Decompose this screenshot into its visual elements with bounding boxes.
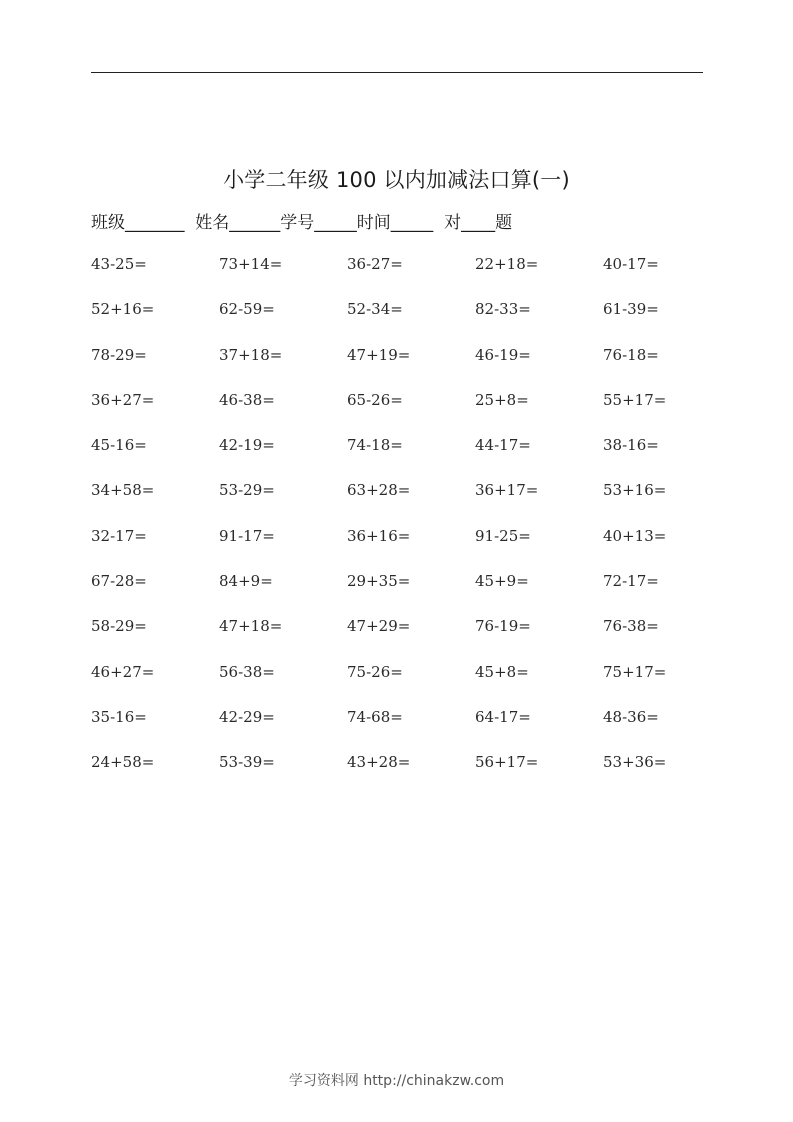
arithmetic-problem: 73+14= <box>219 255 283 273</box>
arithmetic-problem: 62-59= <box>219 300 275 319</box>
problem-row <box>91 527 731 572</box>
arithmetic-problem: 22+18= <box>475 255 539 273</box>
arithmetic-problem: 34+58= <box>91 481 155 500</box>
arithmetic-problem: 52-34= <box>347 300 403 319</box>
footer-source: 学习资料网 http://chinakzw.com <box>288 1073 505 1089</box>
arithmetic-problem: 36+16= <box>347 526 411 545</box>
arithmetic-problem: 55+17= <box>603 390 667 409</box>
arithmetic-problem: 36+27= <box>91 390 155 409</box>
arithmetic-problem: 74-18= <box>347 436 403 455</box>
arithmetic-problem: 46-38= <box>219 390 275 409</box>
arithmetic-problem: 36-27= <box>347 255 403 273</box>
arithmetic-problem: 74-68= <box>347 707 403 726</box>
worksheet-title: 小学二年级 100 以内加减法口算(一) <box>223 168 570 192</box>
arithmetic-problem: 64-17= <box>475 707 531 726</box>
arithmetic-problem: 75+17= <box>603 662 667 681</box>
arithmetic-problem: 56-38= <box>219 662 275 681</box>
arithmetic-problem: 35-16= <box>91 707 147 726</box>
arithmetic-problem: 48-36= <box>603 707 659 726</box>
arithmetic-problem: 43+28= <box>347 753 411 772</box>
arithmetic-problem: 24+58= <box>91 753 155 772</box>
arithmetic-problem: 65-26= <box>347 390 403 409</box>
arithmetic-problem: 91-17= <box>219 526 275 545</box>
arithmetic-problem: 47+18= <box>219 617 283 636</box>
arithmetic-problem: 42-29= <box>219 707 275 726</box>
arithmetic-problem: 52+16= <box>91 300 155 319</box>
arithmetic-problem: 63+28= <box>347 481 411 500</box>
arithmetic-problem: 75-26= <box>347 662 403 681</box>
arithmetic-problem: 40+13= <box>603 526 667 545</box>
problem-row <box>91 708 731 753</box>
problem-row <box>91 753 731 798</box>
arithmetic-problem: 44-17= <box>475 436 531 455</box>
arithmetic-problem: 42-19= <box>219 436 275 455</box>
problem-row <box>91 391 731 436</box>
problem-row <box>91 255 731 300</box>
arithmetic-problem: 84+9= <box>219 572 273 591</box>
arithmetic-problem: 61-39= <box>603 300 659 319</box>
arithmetic-problem: 53+16= <box>603 481 667 500</box>
arithmetic-problem: 56+17= <box>475 753 539 772</box>
arithmetic-problem: 47+19= <box>347 345 411 364</box>
problem-row <box>91 346 731 391</box>
arithmetic-problem: 43-25= <box>91 255 147 273</box>
arithmetic-problem: 45+9= <box>475 572 529 591</box>
arithmetic-problem: 32-17= <box>91 526 147 545</box>
header-rule <box>91 72 703 73</box>
arithmetic-problem: 46-19= <box>475 345 531 364</box>
arithmetic-problem: 40-17= <box>603 255 659 273</box>
arithmetic-problem: 29+35= <box>347 572 411 591</box>
arithmetic-problem: 53-39= <box>219 753 275 772</box>
arithmetic-problem: 76-18= <box>603 345 659 364</box>
problem-row <box>91 436 731 481</box>
arithmetic-problem: 72-17= <box>603 572 659 591</box>
student-info-line: 班级_______ 姓名______学号_____时间_____ 对____题 <box>91 213 513 233</box>
problem-row <box>91 481 731 526</box>
arithmetic-problem: 53+36= <box>603 753 667 772</box>
arithmetic-problem: 53-29= <box>219 481 275 500</box>
arithmetic-problem: 45+8= <box>475 662 529 681</box>
arithmetic-problem: 37+18= <box>219 345 283 364</box>
arithmetic-problem: 76-38= <box>603 617 659 636</box>
arithmetic-problem: 46+27= <box>91 662 155 681</box>
problem-row <box>91 663 731 708</box>
arithmetic-problem: 45-16= <box>91 436 147 455</box>
arithmetic-problem: 67-28= <box>91 572 147 591</box>
arithmetic-problem: 82-33= <box>475 300 531 319</box>
arithmetic-problem: 25+8= <box>475 390 529 409</box>
problem-row <box>91 572 731 617</box>
arithmetic-problem: 76-19= <box>475 617 531 636</box>
arithmetic-problem: 78-29= <box>91 345 147 364</box>
arithmetic-problem: 38-16= <box>603 436 659 455</box>
problem-grid <box>91 255 731 799</box>
arithmetic-problem: 36+17= <box>475 481 539 500</box>
arithmetic-problem: 58-29= <box>91 617 147 636</box>
problem-row <box>91 617 731 662</box>
arithmetic-problem: 47+29= <box>347 617 411 636</box>
problem-row <box>91 300 731 345</box>
arithmetic-problem: 91-25= <box>475 526 531 545</box>
